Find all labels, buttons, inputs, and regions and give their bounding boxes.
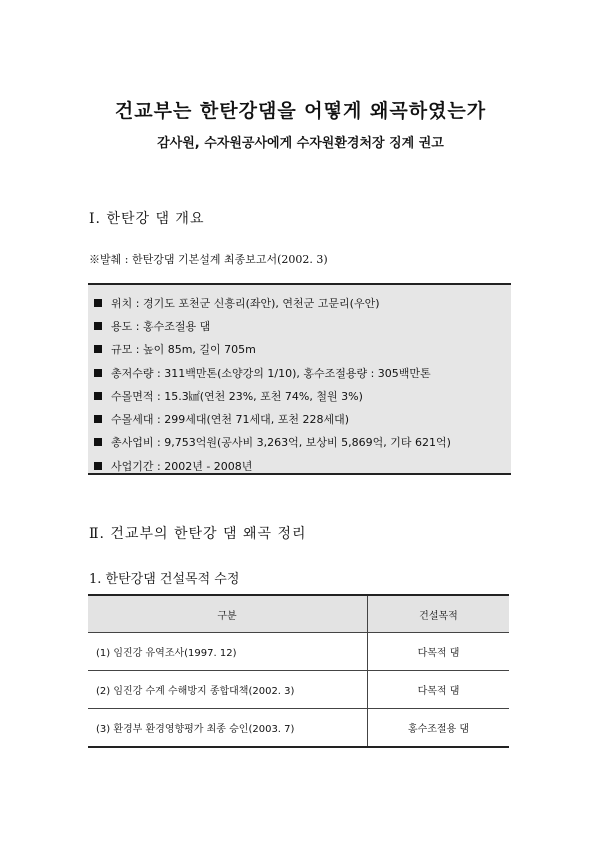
summary-item <box>94 384 511 407</box>
section2-heading: Ⅱ. 건교부의 한탄강 댐 왜곡 정리 <box>89 526 307 542</box>
square-bullet-icon <box>94 345 102 353</box>
summary-text: 위치 : 경기도 포천군 신흥리(좌안), 연천군 고문리(우안) <box>111 296 380 310</box>
source-note: ※발췌 : 한탄강댐 기본설계 최종보고서(2002. 3) <box>89 253 328 266</box>
row-purpose: 홍수조절용 댐 <box>368 709 510 748</box>
table-header-row <box>88 595 509 633</box>
summary-item <box>94 454 511 477</box>
summary-text: 사업기간 : 2002년 - 2008년 <box>111 459 253 473</box>
table-row <box>88 709 509 748</box>
row-purpose: 다목적 댐 <box>368 671 510 709</box>
square-bullet-icon <box>94 369 102 377</box>
summary-item <box>94 291 511 314</box>
document-title: 건교부는 한탄강댐을 어떻게 왜곡하였는가 <box>114 100 487 122</box>
dam-summary-box <box>88 283 511 475</box>
construction-purpose-table <box>88 594 509 748</box>
summary-item <box>94 431 511 454</box>
document-subtitle: 감사원, 수자원공사에게 수자원환경처장 징계 권고 <box>157 136 444 151</box>
section1-heading: Ⅰ. 한탄강 댐 개요 <box>89 211 205 227</box>
square-bullet-icon <box>94 415 102 423</box>
row-purpose: 다목적 댐 <box>368 633 510 671</box>
square-bullet-icon <box>94 299 102 307</box>
square-bullet-icon <box>94 322 102 330</box>
row-category: (2) 임진강 수계 수해방지 종합대책(2002. 3) <box>88 671 368 709</box>
header-category: 구분 <box>88 595 368 633</box>
square-bullet-icon <box>94 392 102 400</box>
summary-item <box>94 407 511 430</box>
square-bullet-icon <box>94 438 102 446</box>
summary-item <box>94 338 511 361</box>
table-row <box>88 633 509 671</box>
summary-text: 규모 : 높이 85m, 길이 705m <box>111 343 256 357</box>
header-purpose: 건설목적 <box>368 595 510 633</box>
square-bullet-icon <box>94 462 102 470</box>
summary-text: 총저수량 : 311백만톤(소양강의 1/10), 홍수조절용량 : 305백만톤 <box>111 366 431 380</box>
summary-text: 총사업비 : 9,753억원(공사비 3,263억, 보상비 5,869억, 기타 621억) <box>111 436 451 450</box>
table-row <box>88 671 509 709</box>
row-category: (3) 환경부 환경영향평가 최종 승인(2003. 7) <box>88 709 368 748</box>
summary-text: 수몰면적 : 15.3㎢(연천 23%, 포천 74%, 철원 3%) <box>111 389 363 403</box>
subsection-heading: 1. 한탄강댐 건설목적 수정 <box>89 572 240 587</box>
summary-text: 용도 : 홍수조절용 댐 <box>111 319 211 333</box>
summary-item <box>94 361 511 384</box>
summary-item <box>94 314 511 337</box>
summary-text: 수몰세대 : 299세대(연천 71세대, 포천 228세대) <box>111 413 350 427</box>
row-category: (1) 임진강 유역조사(1997. 12) <box>88 633 368 671</box>
